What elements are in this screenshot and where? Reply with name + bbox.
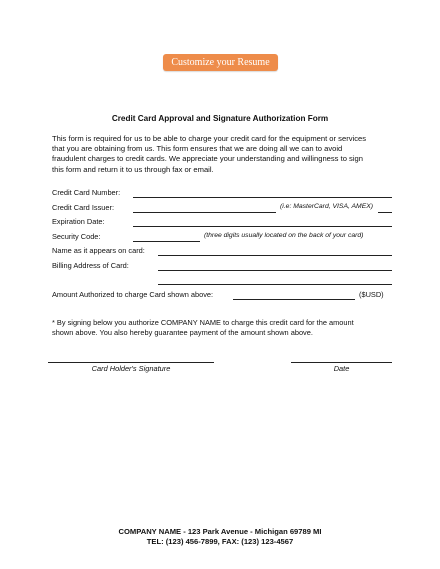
footer-address: COMPANY NAME - 123 Park Avenue - Michigan 69789 MI xyxy=(118,527,322,536)
form-title: Credit Card Approval and Signature Authorization Form xyxy=(111,114,329,123)
billing-address-field[interactable] xyxy=(158,270,392,271)
card-issuer-label: Credit Card Issuer: xyxy=(52,203,115,212)
footer-contact: TEL: (123) 456-7899, FAX: (123) 123-4567 xyxy=(146,537,294,546)
amount-label: Amount Authorized to charge Card shown above: xyxy=(52,290,214,299)
card-number-field[interactable] xyxy=(133,197,392,198)
issuer-hint: (i.e: MasterCard, VISA, AMEX) xyxy=(280,203,374,210)
expiration-label: Expiration Date: xyxy=(52,217,105,226)
billing-address-label: Billing Address of Card: xyxy=(52,261,129,270)
date-field[interactable] xyxy=(291,362,392,363)
issuer-hint-underline xyxy=(378,212,392,213)
card-number-label: Credit Card Number: xyxy=(52,188,121,197)
intro-line: fraudulent charges to credit cards. We appreciate your understanding and willingness to sign xyxy=(52,154,363,164)
intro-line: this form and return it to us through fax or email. xyxy=(52,164,214,174)
amount-field[interactable] xyxy=(233,299,355,300)
note-line: shown above. You also hereby guarantee payment of the amount shown above. xyxy=(52,328,313,337)
signature-label: Card Holder's Signature xyxy=(91,364,171,373)
name-on-card-field[interactable] xyxy=(158,255,392,256)
security-hint: (three digits usually located on the back of your card) xyxy=(204,232,364,239)
authorization-note xyxy=(52,318,397,338)
intro-paragraph xyxy=(52,134,397,175)
note-line: * By signing below you authorize COMPANY NAME to charge this credit card for the amount xyxy=(52,318,354,327)
date-label: Date xyxy=(333,364,350,373)
customize-resume-button[interactable]: Customize your Resume xyxy=(163,54,278,71)
expiration-field[interactable] xyxy=(133,226,392,227)
card-issuer-field[interactable] xyxy=(133,212,276,213)
intro-line: that you are obtaining from us. This form ensures that we are doing all we can to avoid xyxy=(52,144,343,154)
security-code-label: Security Code: xyxy=(52,232,101,241)
amount-unit: ($USD) xyxy=(359,290,384,299)
intro-line: This form is required for us to be able to charge your credit card for the equipment or services xyxy=(52,134,367,143)
name-on-card-label: Name as it appears on card: xyxy=(52,246,145,255)
signature-field[interactable] xyxy=(48,362,214,363)
security-code-field[interactable] xyxy=(133,241,200,242)
billing-address-field-line2[interactable] xyxy=(158,284,392,285)
